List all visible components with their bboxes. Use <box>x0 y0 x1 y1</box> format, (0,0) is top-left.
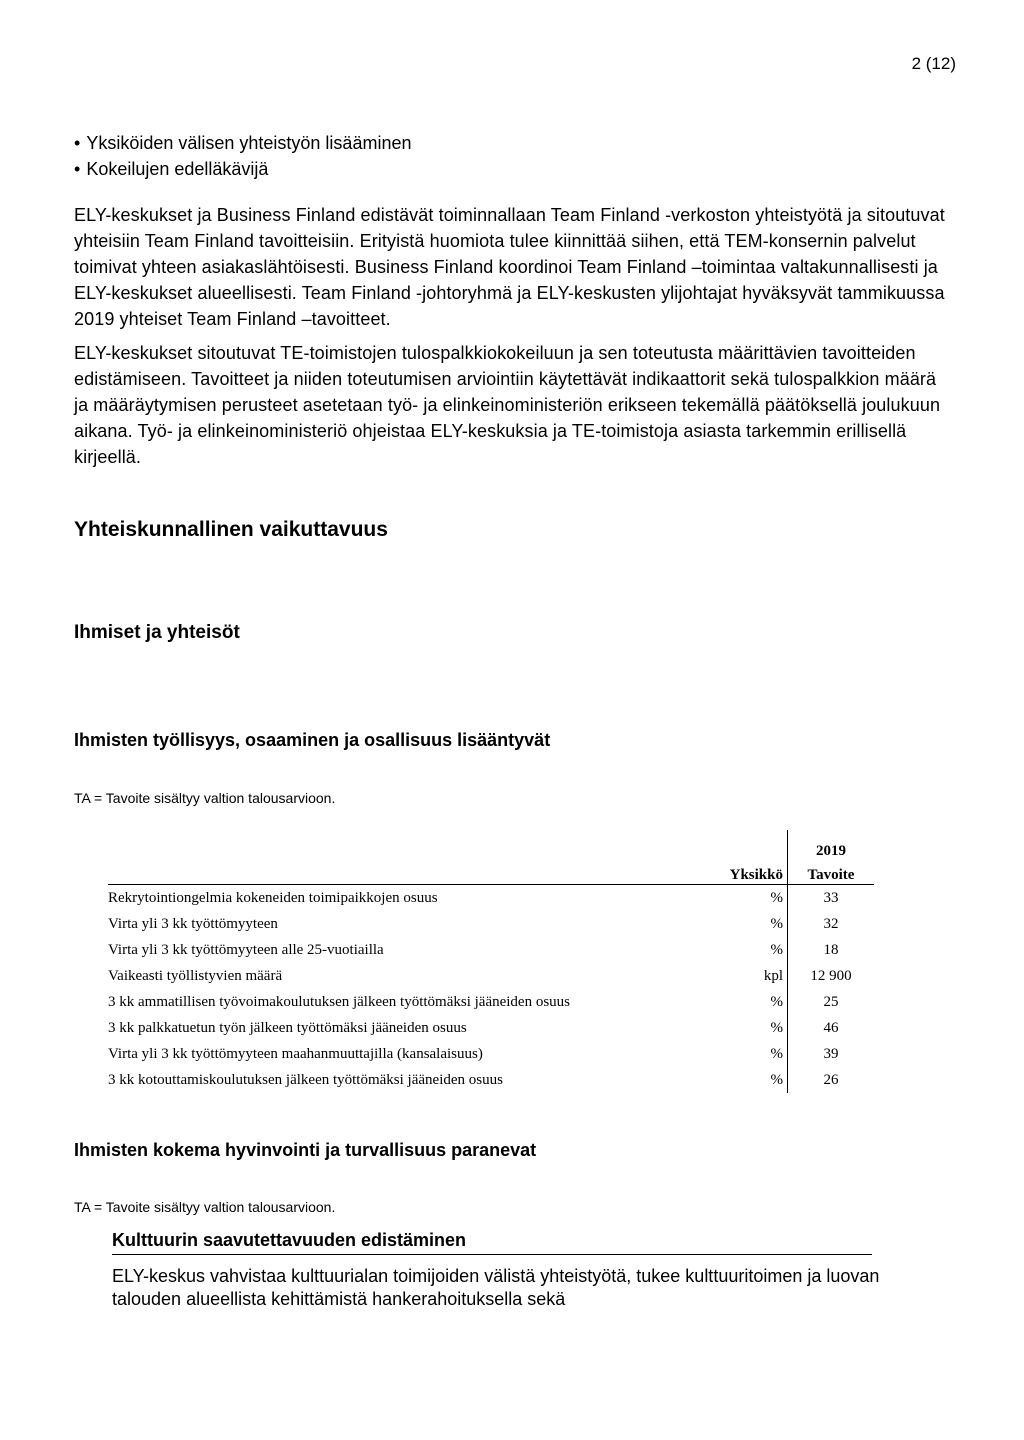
table-row <box>108 937 874 963</box>
paragraph-tulospalkkio: ELY-keskukset sitoutuvat TE-toimistojen tulospalkkiokokeiluun ja sen toteutusta määrittävien tavoitteiden edistämiseen. Tavoitteet ja niiden toteutumisen arviointiin käytettävät indikaattorit sekä tulospalkkion määrä ja määräytymisen perusteet asetetaan työ- ja elinkeinoministeriön erikseen tekemällä päätöksellä joulukuun aikana. Työ- ja elinkeinoministeriö ohjeistaa ELY-keskuksia ja TE-toimistoja asiasta tarkemmin erillisellä kirjeellä. <box>74 343 941 467</box>
paragraph-team-finland: ELY-keskukset ja Business Finland edistävät toiminnallaan Team Finland -verkoston yhteistyötä ja sitoutuvat yhteisiin Team Finland tavoitteisiin. Erityistä huomiota tulee kiinnittää siihen, että TEM-konsernin palvelut toimivat yhteen asiakaslähtöisesti. Business Finland koordinoi Team Finland –toimintaa valtakunnallisesti ja ELY-keskukset alueellisesti. Team Finland -johtoryhmä ja ELY-keskusten ylijohtajat hyväksyvät tammikuussa 2019 yhteiset Team Finland –tavoitteet. <box>74 205 945 329</box>
paragraph-culture: ELY-keskus vahvistaa kulttuurialan toimijoiden välistä yhteistyötä, tukee kulttuuritoimen ja luovan talouden alueellista kehittämistä hankerahoituksella sekä <box>112 1266 880 1309</box>
page-number: 2 (12) <box>911 54 956 73</box>
table-row <box>108 1067 874 1093</box>
row-label: 3 kk palkkatuetun työn jälkeen työttömäksi jääneiden osuus <box>108 1019 467 1036</box>
ta-note: TA = Tavoite sisältyy valtion talousarvioon. <box>74 790 336 806</box>
table-row <box>108 989 874 1015</box>
row-unit: % <box>770 1019 783 1036</box>
culture-subheading: Kulttuurin saavutettavuuden edistäminen <box>112 1230 872 1255</box>
row-unit: % <box>770 889 783 906</box>
section-heading: Yhteiskunnallinen vaikuttavuus <box>74 518 388 541</box>
ta-note: TA = Tavoite sisältyy valtion talousarvioon. <box>74 1199 336 1215</box>
row-label: Virta yli 3 kk työttömyyteen alle 25-vuotiailla <box>108 941 384 958</box>
row-label: 3 kk ammatillisen työvoimakoulutuksen jälkeen työttömäksi jääneiden osuus <box>108 993 571 1010</box>
target-header: Tavoite <box>788 860 875 885</box>
table-row <box>108 911 874 937</box>
table-row <box>108 1015 874 1041</box>
row-target: 25 <box>788 989 875 1015</box>
row-label: 3 kk kotouttamiskoulutuksen jälkeen työttömäksi jääneiden osuus <box>108 1071 503 1088</box>
row-target: 39 <box>788 1041 875 1067</box>
row-target: 18 <box>788 937 875 963</box>
row-target: 32 <box>788 911 875 937</box>
subsection-heading: Ihmiset ja yhteisöt <box>74 622 240 643</box>
row-unit: kpl <box>763 967 783 984</box>
row-unit: % <box>770 993 783 1010</box>
kpi-table <box>108 830 874 1093</box>
unit-header: Yksikkö <box>703 860 788 885</box>
row-label: Virta yli 3 kk työttömyyteen maahanmuuttajilla (kansalaisuus) <box>108 1045 483 1062</box>
bullet-item: • Kokeilujen edelläkävijä <box>74 156 411 182</box>
table-row <box>108 963 874 989</box>
goal-heading-employment: Ihmisten työllisyys, osaaminen ja osallisuus lisääntyvät <box>74 730 551 750</box>
year-header: 2019 <box>788 830 875 860</box>
row-unit: % <box>770 1045 783 1062</box>
table-row <box>108 1041 874 1067</box>
row-unit: % <box>770 915 783 932</box>
row-target: 12 900 <box>788 963 875 989</box>
row-label: Rekrytointiongelmia kokeneiden toimipaikkojen osuus <box>108 889 438 906</box>
row-label: Vaikeasti työllistyvien määrä <box>108 967 283 984</box>
row-target: 33 <box>788 885 875 912</box>
bullet-item: • Yksiköiden välisen yhteistyön lisääminen <box>74 130 411 156</box>
row-unit: % <box>770 1071 783 1088</box>
row-unit: % <box>770 941 783 958</box>
goal-heading-wellbeing: Ihmisten kokema hyvinvointi ja turvallisuus paranevat <box>74 1140 537 1160</box>
row-label: Virta yli 3 kk työttömyyteen <box>108 915 278 932</box>
row-target: 46 <box>788 1015 875 1041</box>
row-target: 26 <box>788 1067 875 1093</box>
bullet-list <box>74 130 411 182</box>
table-row <box>108 885 874 912</box>
